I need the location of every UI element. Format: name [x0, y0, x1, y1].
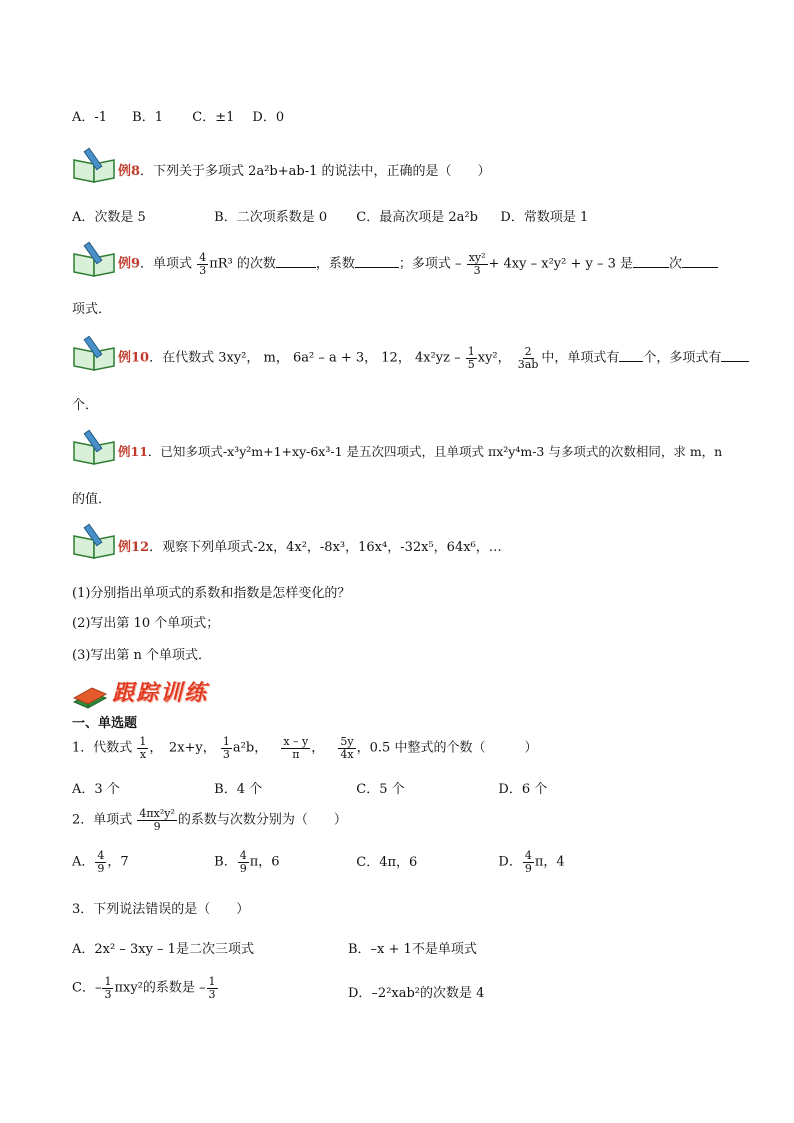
q2-a-den: 9 [97, 861, 105, 875]
section-title: 一、单选题 [72, 716, 138, 731]
ex8-option-a: A．次数是 5 [72, 210, 146, 225]
example-11-text: ．已知多项式-x³y²m+1+xy-6x³-1 是五次四项式，且单项式 πx²y⁴m-3 与多项式的次数相同，求 m，n [147, 444, 723, 459]
q2-a-post: ，7 [107, 854, 129, 870]
q2-option-d [498, 850, 564, 874]
q2-f-den: 9 [153, 819, 161, 833]
example-8-options [72, 206, 588, 225]
ex10-text-2: xy²， [477, 350, 511, 366]
q3-c-den1: 3 [104, 987, 112, 1001]
question-3-stem: 3．下列说法错误的是（ ） [72, 902, 250, 917]
ex9-blank-3 [633, 255, 669, 268]
q2-fraction [137, 808, 176, 832]
ex9-fraction-2 [467, 252, 488, 276]
q1-f4-den: 4x [340, 747, 354, 761]
ex9-text-6: 次 [669, 256, 683, 272]
q1-f2-den: 3 [222, 747, 230, 761]
example-9 [118, 252, 718, 276]
question-2-stem [72, 808, 347, 832]
ex10-frac2-num: 2 [524, 345, 532, 358]
q2-b-den: 9 [239, 861, 247, 875]
ex9-text-3: ，系数 [315, 256, 355, 272]
q7-option-b: B．1 [132, 110, 163, 125]
question-1-options [72, 778, 547, 797]
q1-f1-den: x [139, 747, 147, 761]
ex10-frac-num: 1 [467, 345, 475, 358]
ex9-text-2: πR³ 的次数 [209, 256, 276, 272]
book-pencil-icon [72, 240, 118, 278]
q7-option-a: A．-1 [72, 110, 108, 125]
example-11-label: 例11 [118, 444, 148, 459]
tracking-training-banner [72, 676, 208, 706]
q2-c-post: 4π，6 [379, 854, 418, 870]
question-1-stem [72, 736, 537, 760]
q1-option-c: C．5 个 [356, 782, 405, 797]
q3-c-mid: πxy²的系数是 – [114, 980, 206, 996]
q2-d-den: 9 [524, 861, 532, 875]
q3-c-frac-1 [102, 976, 113, 1000]
example-10-label: 例10 [118, 350, 150, 366]
q2-d-pre: D． [498, 854, 522, 870]
q3-c-den2: 3 [208, 987, 216, 1001]
ex10-fraction [466, 346, 477, 370]
ex9-blank-1 [276, 255, 316, 268]
q3-c-pre: C．– [72, 980, 102, 996]
q7-option-c: C．±1 [192, 110, 235, 125]
example-12-sub-2: (2)写出第 10 个单项式； [72, 616, 220, 631]
ex9-text-5: + 4xy – x²y² + y – 3 是 [488, 256, 634, 272]
q2-c-pre: C． [356, 854, 380, 870]
ex10-frac-den: 5 [467, 357, 475, 371]
q3-c-num1: 1 [104, 975, 112, 988]
book-pencil-icon [72, 146, 118, 184]
q2-a-num: 4 [97, 849, 105, 862]
q2-a-pre: A． [72, 854, 95, 870]
q1-fraction-4 [338, 736, 355, 760]
example-12-text: ．观察下列单项式-2x，4x²，-8x³，16x⁴，-32x⁵，64x⁶，… [149, 540, 502, 555]
banner-title: 跟踪训练 [112, 681, 209, 706]
q1-f2-num: 1 [222, 735, 230, 748]
q2-b-num: 4 [239, 849, 247, 862]
ex10-frac2-den: 3ab [517, 357, 539, 371]
q2-f-num: 4πx²y² [139, 807, 175, 820]
q2-text-2: 的系数与次数分别为（ ） [177, 812, 347, 828]
example-8-label: 例8 [118, 164, 141, 179]
example-11 [118, 442, 722, 460]
q1-f1-num: 1 [139, 735, 147, 748]
ex9-frac-den: 3 [199, 263, 207, 277]
ex10-blank-2 [721, 349, 749, 362]
ex10-text-3: 中，单项式有 [541, 350, 620, 366]
example-11-line2: 的值． [72, 492, 112, 507]
book-pencil-icon [72, 334, 118, 372]
q1-text-2: ， 2x+y， [149, 740, 216, 756]
q3-option-b: B．–x + 1不是单项式 [348, 942, 477, 957]
q2-d-frac [523, 850, 534, 874]
q7-options [72, 106, 284, 125]
ex9-frac2-den: 3 [473, 263, 481, 277]
q2-b-frac [238, 850, 249, 874]
q2-option-a [72, 850, 210, 874]
q2-a-frac [95, 850, 106, 874]
q2-b-post: π，6 [249, 854, 280, 870]
ex8-option-c: C．最高次项是 2a²b [356, 210, 478, 225]
q2-b-pre: B． [214, 854, 237, 870]
q3-option-a: A．2x² – 3xy – 1是二次三项式 [72, 942, 254, 957]
ex10-text-1: ．在代数式 3xy²， m， 6a² – a + 3， 12， 4x²yz – [149, 350, 461, 366]
ex9-frac2-num: xy² [468, 251, 486, 264]
q1-fraction-2 [221, 736, 232, 760]
q1-f4-num: 5y [340, 735, 354, 748]
ex9-text-1: ．单项式 [140, 256, 193, 272]
example-12 [118, 536, 502, 555]
ex8-option-d: D．常数项是 1 [500, 210, 589, 225]
q1-option-a: A．3 个 [72, 782, 120, 797]
q1-text-3: a²b， [232, 740, 268, 756]
ex8-option-b: B．二次项系数是 0 [214, 210, 328, 225]
q3-c-num2: 1 [208, 975, 216, 988]
q2-text-1: 2．单项式 [72, 812, 133, 828]
q2-option-c [356, 851, 494, 870]
example-9-label: 例9 [118, 256, 141, 272]
q7-option-d: D．0 [252, 110, 285, 125]
ex9-blank-2 [355, 255, 399, 268]
ex9-fraction [197, 252, 208, 276]
q1-text-5: ，0.5 中整式的个数（ ） [356, 740, 538, 756]
example-8-text: ．下列关于多项式 2a²b+ab-1 的说法中，正确的是（ ） [140, 164, 491, 179]
example-12-label: 例12 [118, 540, 150, 555]
q3-c-frac-2 [207, 976, 218, 1000]
example-12-sub-1: (1)分别指出单项式的系数和指数是怎样变化的？ [72, 586, 351, 601]
q1-f3-den: π [292, 747, 300, 761]
book-stack-icon [72, 684, 108, 710]
q1-text-4: ， [311, 740, 325, 756]
q1-fraction-1 [137, 736, 148, 760]
q1-text-1: 1．代数式 [72, 740, 133, 756]
book-pencil-icon [72, 428, 118, 466]
ex10-blank-1 [619, 349, 643, 362]
q1-option-b: B．4 个 [214, 782, 263, 797]
example-12-sub-3: (3)写出第 n 个单项式． [72, 648, 212, 663]
q2-d-num: 4 [524, 849, 532, 862]
q2-option-b [214, 850, 352, 874]
ex10-text-4: 个，多项式有 [643, 350, 722, 366]
q3-option-d: D．–2²xab²的次数是 4 [348, 986, 485, 1001]
ex9-blank-4 [682, 255, 718, 268]
ex9-text-4: ；多项式 – [398, 256, 462, 272]
ex10-fraction-2 [516, 346, 541, 370]
ex9-frac-num: 4 [199, 251, 207, 264]
q3-option-c [72, 976, 219, 1000]
q1-fraction-3 [281, 736, 310, 760]
q1-f3-num: x – y [283, 735, 309, 748]
q1-option-d: D．6 个 [498, 782, 548, 797]
example-10 [118, 346, 749, 370]
example-10-line2: 个． [72, 398, 99, 413]
question-2-options [72, 850, 565, 874]
example-9-line2: 项式． [72, 302, 112, 317]
example-8 [118, 160, 491, 179]
q2-d-post: π，4 [534, 854, 565, 870]
book-pencil-icon [72, 522, 118, 560]
